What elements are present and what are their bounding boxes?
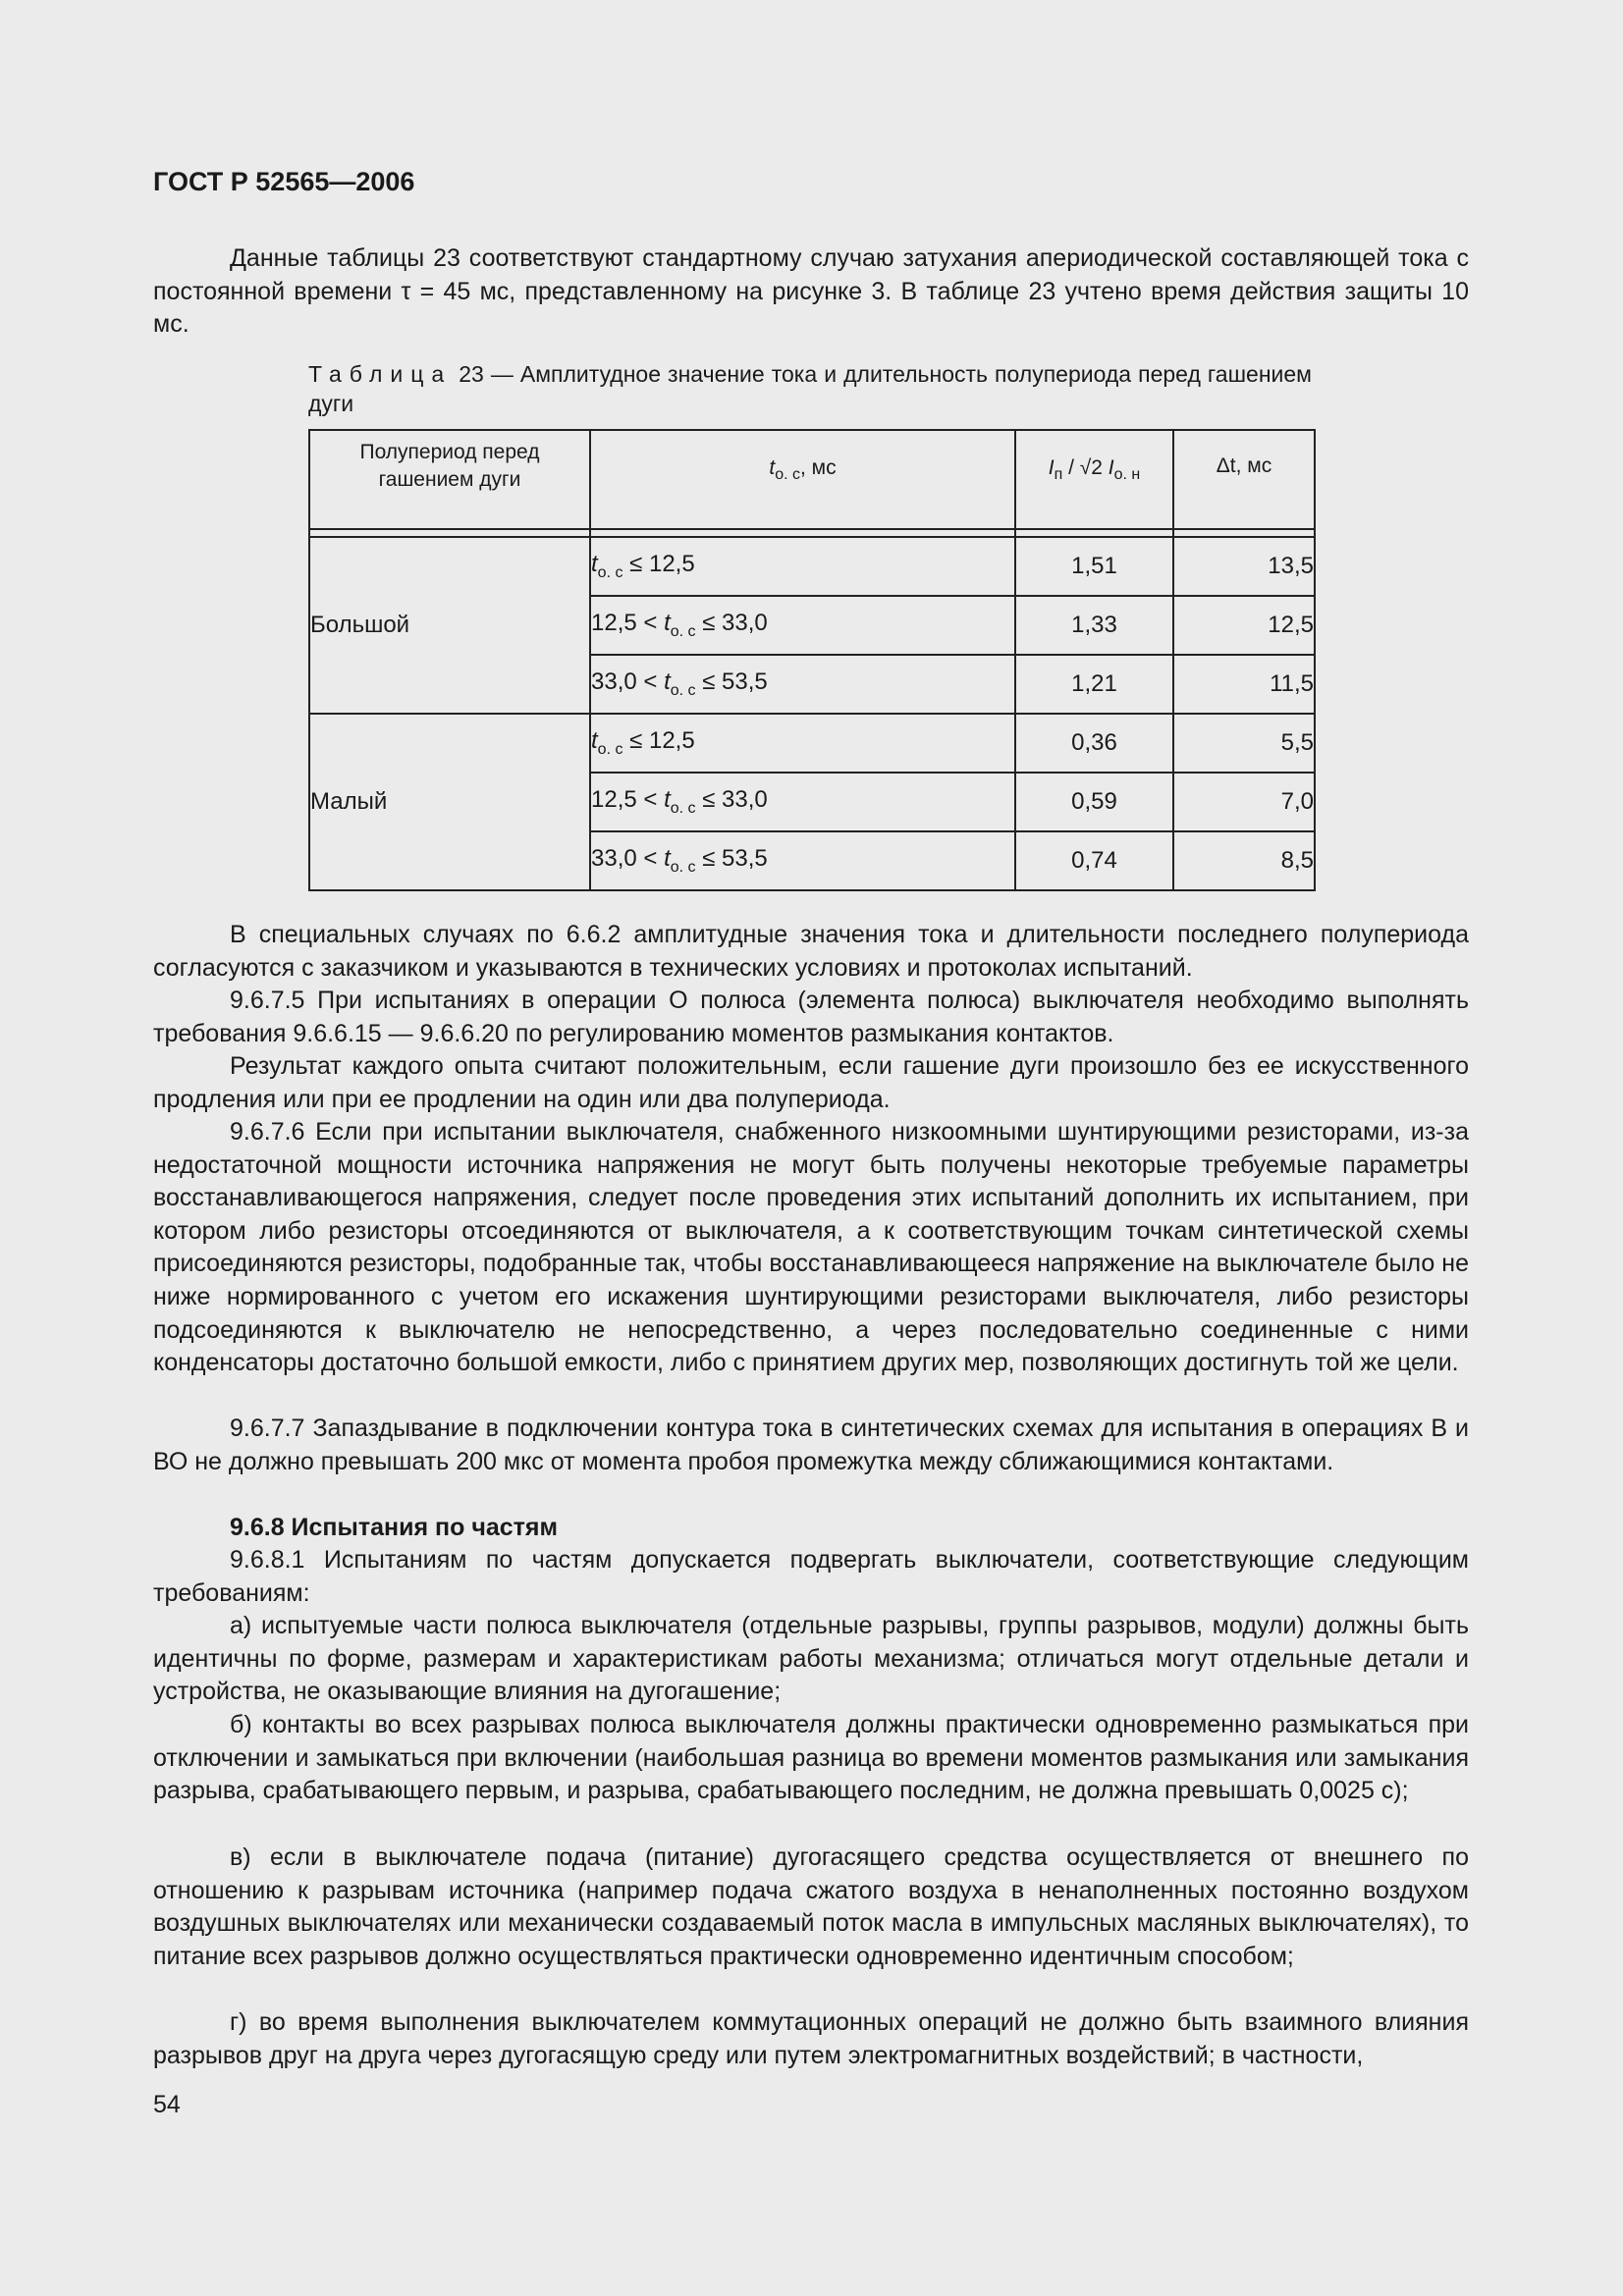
paragraph-9-6-8-1: 9.6.8.1 Испытаниям по частям допускается подвергать выключатели, соответствующие следующим требованиям: [153,1546,1469,1607]
condition-cell: $33,0 < t_{о. с} \le 53,5$ [590,655,1015,714]
table-row [309,537,1315,596]
condition-cell: $t_{о. с} \le 12,5$ [590,714,1015,773]
data-table [308,429,1316,891]
ratio-cell: 1,21 [1015,655,1173,714]
ratio-cell: 0,74 [1015,831,1173,890]
delta-cell: 11,5 [1173,655,1315,714]
condition-cell: $12,5 < t_{о. с} \le 33,0$ [590,596,1015,655]
paragraph-special-cases: В специальных случаях по 6.6.2 амплитудные значения тока и длительности последнего полупериода согласуются с заказчиком и указываются в технических условиях и протоколах испытаний. [153,921,1469,982]
table-row [309,714,1315,773]
document-header: ГОСТ Р 52565—2006 [153,167,415,196]
table-caption-label: Таблица [308,361,453,387]
header-period: Полупериод перед гашением дуги [309,430,590,529]
delta-cell: 7,0 [1173,773,1315,831]
header-delta: Δt, мс [1173,430,1315,529]
table-caption-text: 23 — Амплитудное значение тока и длительность полупериода перед гашением дуги [308,361,1312,416]
header-ratio-p: п [1054,466,1063,484]
condition-cell: $33,0 < t_{о. с} \le 53,5$ [590,831,1015,890]
condition-cell: $t_{о. с} \le 12,5$ [590,537,1015,596]
list-item-v: в) если в выключателе подача (питание) дугогасящего средства осуществляется от внешнего по отношению к разрывам источника (например подача сжатого воздуха в ненаполненных постоянно воздухом воздушных выключателях или механически создаваемый поток масла в импульсных масляных выключателях), то питание всех разрывов должно осуществляться практически одновременно идентичным способом; [153,1843,1469,1970]
ratio-cell: 0,36 [1015,714,1173,773]
list-item-b: б) контакты во всех разрывах полюса выключателя должны практически одновременно размыкаться при отключении и замыкаться при включении (наибольшая разница во времени моментов размыкания или замыкания разрыва, срабатывающего первым, и разрыва, срабатывающего последним, не должна превышать 0,0025 с); [153,1711,1469,1805]
ratio-cell: 1,33 [1015,596,1173,655]
group-cell: Малый [309,714,590,890]
intro-paragraph: Данные таблицы 23 соответствуют стандартному случаю затухания апериодической составляющей тока с постоянной времени τ = 45 мс, представленному на рисунке 3. В таблице 23 учтено время действия защиты 10 мс. [153,244,1469,339]
paragraph-9-6-7-5: 9.6.7.5 При испытаниях в операции О полюса (элемента полюса) выключателя необходимо выполнять требования 9.6.6.15 — 9.6.6.20 по регулированию моментов размыкания контактов. [153,987,1469,1047]
header-ratio-o: о. н [1113,466,1141,484]
header-ratio [1015,430,1173,529]
ratio-cell: 1,51 [1015,537,1173,596]
delta-cell: 12,5 [1173,596,1315,655]
header-time [590,430,1015,529]
list-item-a: а) испытуемые части полюса выключателя (отдельные разрывы, группы разрывов, модули) должны быть идентичны по форме, размерам и характеристикам работы механизма; отличаться могут отдельные детали и устройства, не оказывающие влияния на дугогашение; [153,1612,1469,1706]
paragraph-9-6-7-6: 9.6.7.6 Если при испытании выключателя, снабженного низкоомными шунтирующими резисторами, из-за недостаточной мощности источника напряжения не могут быть получены некоторые требуемые параметры восстанавливающегося напряжения, следует после проведения этих испытаний дополнить их испытанием, при котором либо резисторы отсоединяются от выключателя, а к соответствующим точкам синтетической схемы присоединяются резисторы, подобранные так, чтобы восстанавливающееся напряжение на выключателе было не ниже нормированного с учетом его искажения шунтирующими резисторами выключателя, либо резисторы подсоединяются к выключателю не непосредственно, а через последовательно соединенные с ними конденсаторы достаточно большой емкости, либо с принятием других мер, позволяющих достигнуть той же цели. [153,1118,1469,1377]
delta-cell: 5,5 [1173,714,1315,773]
list-item-g: г) во время выполнения выключателем коммутационных операций не должно быть взаимного влияния разрывов друг на друга через дугогасящую среду или путем электромагнитных воздействий; в частности, [153,2008,1469,2069]
header-time-symbol: t [769,456,776,479]
header-time-unit: , мс [800,456,837,479]
page-number: 54 [153,2091,181,2118]
table-caption [308,359,1312,418]
section-heading-9-6-8: 9.6.8 Испытания по частям [230,1514,558,1541]
delta-cell: 13,5 [1173,537,1315,596]
header-ratio-i: I [1048,456,1055,479]
group-cell: Большой [309,537,590,714]
header-ratio-sqrt: / √2 [1062,456,1109,479]
delta-cell: 8,5 [1173,831,1315,890]
header-ratio-i2: I [1108,456,1114,479]
table-header-row [309,430,1315,529]
paragraph-result: Результат каждого опыта считают положительным, если гашение дуги произошло без ее искусственного продления или при ее продлении на один или два полупериода. [153,1052,1469,1113]
paragraph-9-6-7-7: 9.6.7.7 Запаздывание в подключении контура тока в синтетических схемах для испытания в операциях В и ВО не должно превышать 200 мкс от момента пробоя промежутка между сближающимися контактами. [153,1415,1469,1475]
condition-cell: $12,5 < t_{о. с} \le 33,0$ [590,773,1015,831]
ratio-cell: 0,59 [1015,773,1173,831]
header-time-sub: о. с [775,466,801,484]
header-separator [309,529,1315,537]
